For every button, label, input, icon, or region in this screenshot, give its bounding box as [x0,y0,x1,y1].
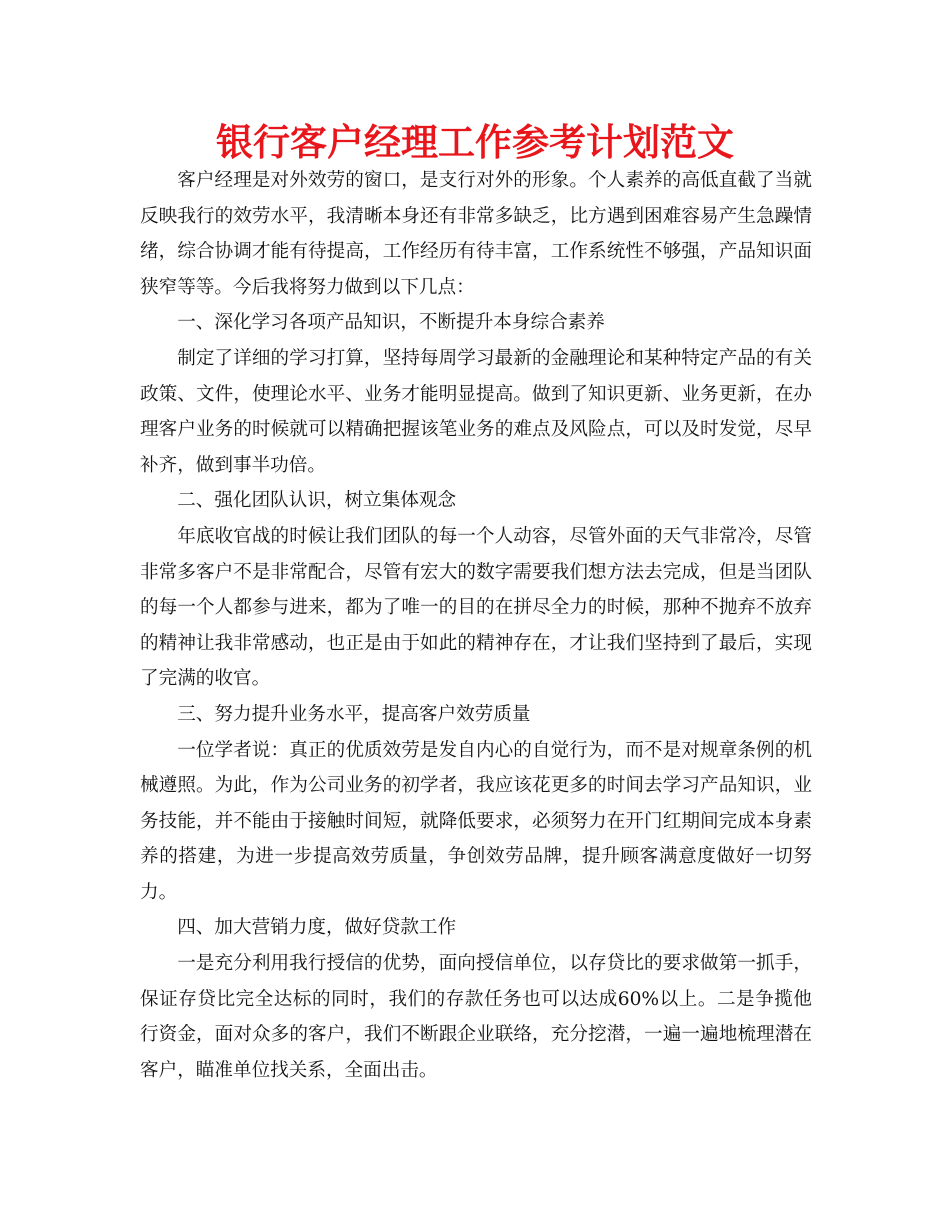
paragraph-section-1: 制定了详细的学习打算，坚持每周学习最新的金融理论和某种特定产品的有关政策、文件，使理论水平、业务才能明显提高。做到了知识更新、业务更新，在办理客户业务的时候就可以精确把握该笔业务的难点及风险点，可以及时发觉，尽早补齐，做到事半功倍。 [140,347,812,476]
section-heading-3: 三、努力提升业务水平，提高客户效劳质量 [177,703,531,725]
document-title: 银行客户经理工作参考计划范文 [216,121,734,164]
section-heading-1: 一、深化学习各项产品知识，不断提升本身综合素养 [177,312,605,334]
document-body [140,163,812,1088]
paragraph-intro: 客户经理是对外效劳的窗口，是支行对外的形象。个人素养的高低直截了当就反映我行的效劳水平，我清晰本身还有非常多缺乏，比方遇到困难容易产生急躁情绪，综合协调才能有待提高，工作经历有待丰富，工作系统性不够强，产品知识面狭窄等等。今后我将努力做到以下几点： [140,170,812,298]
section-heading-4: 四、加大营销力度，做好贷款工作 [177,917,457,939]
paragraph-section-4: 一是充分利用我行授信的优势，面向授信单位，以存贷比的要求做第一抓手，保证存贷比完全达标的同时，我们的存款任务也可以达成60%以上。二是争揽他行资金，面对众多的客户，我们不断跟企业联络，充分挖潜，一遍一遍地梳理潜在客户，瞄准单位找关系，全面出击。 [140,953,812,1081]
paragraph-section-2: 年底收官战的时候让我们团队的每一个人动容，尽管外面的天气非常冷，尽管非常多客户不是非常配合，尽管有宏大的数字需要我们想方法去完成，但是当团队的每一个人都参与进来，都为了唯一的目的在拼尽全力的时候，那种不抛弃不放弃的精神让我非常感动，也正是由于如此的精神存在，才让我们坚持到了最后，实现了完满的收官。 [140,525,812,690]
paragraph-section-3: 一位学者说：真正的优质效劳是发自内心的自觉行为，而不是对规章条例的机械遵照。为此，作为公司业务的初学者，我应该花更多的时间去学习产品知识，业务技能，并不能由于接触时间短，就降低要求，必须努力在开门红期间完成本身素养的搭建，为进一步提高效劳质量，争创效劳品牌，提升顾客满意度做好一切努力。 [140,739,812,903]
section-heading-2: 二、强化团队认识，树立集体观念 [177,490,457,512]
